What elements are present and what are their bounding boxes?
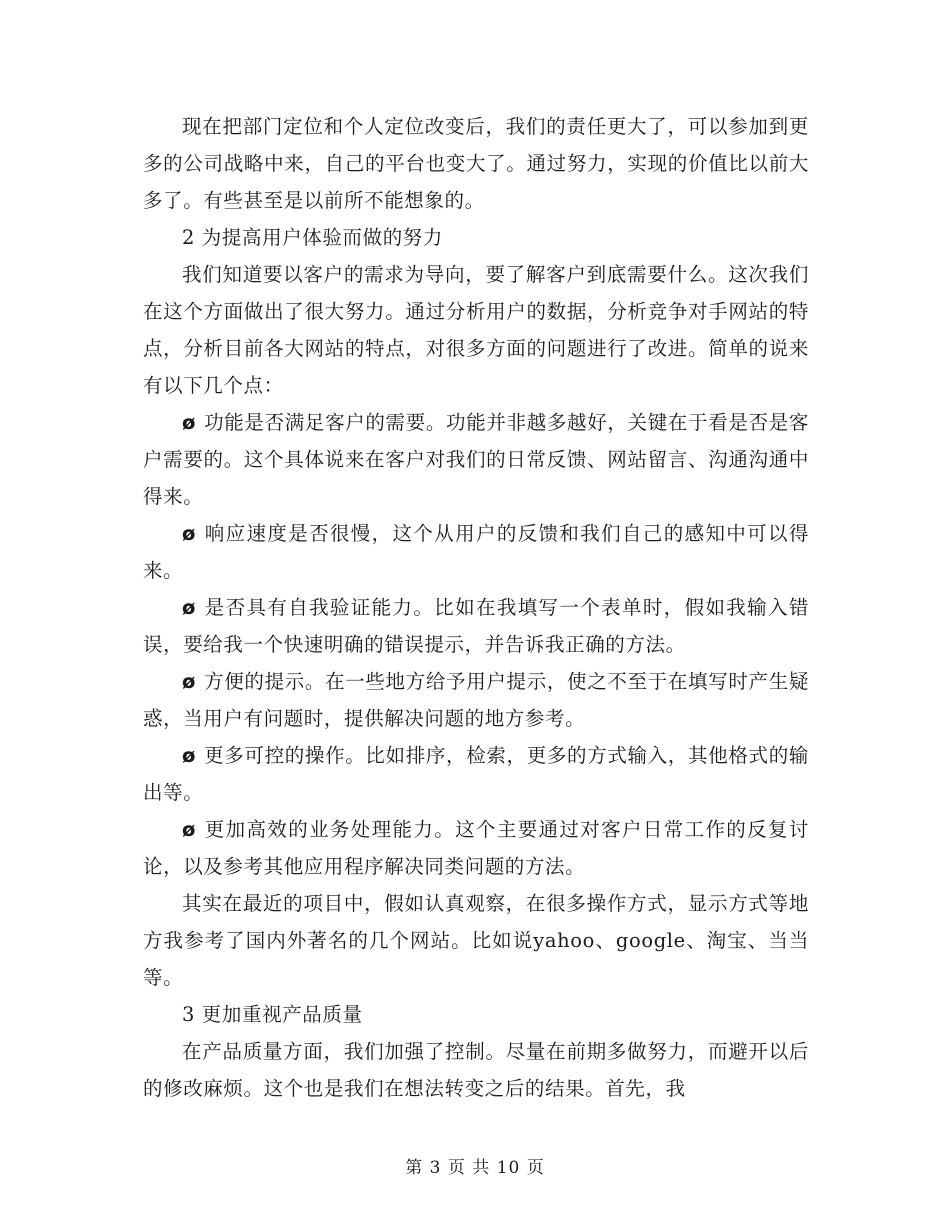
paragraph-user-needs: 我们知道要以客户的需求为导向，要了解客户到底需要什么。这次我们在这个方面做出了很大努力。通过分析用户的数据，分析竞争对手网站的特点，分析目前各大网站的特点，对很多方面的问题进行了改进。简单的说来有以下几个点：: [143, 263, 809, 397]
document-page: [143, 108, 809, 1107]
bullet-icon: ø: [182, 670, 196, 693]
bullet-item-self-validation: [143, 589, 809, 663]
section-heading-user-experience: 2 为提高用户体验而做的努力: [182, 226, 444, 249]
bullet-item-efficiency: [143, 811, 809, 885]
paragraph-role-change: 现在把部门定位和个人定位改变后，我们的责任更大了，可以参加到更多的公司战略中来，自己的平台也变大了。通过努力，实现的价值比以前大多了。有些甚至是以前所不能想象的。: [143, 115, 809, 212]
paragraph-reference-sites: 其实在最近的项目中，假如认真观察，在很多操作方式，显示方式等地方我参考了国内外著名的几个网站。比如说yahoo、google、淘宝、当当等。: [143, 892, 809, 989]
bullet-text: 是否具有自我验证能力。比如在我填写一个表单时，假如我输入错误，要给我一个快速明确的错误提示，并告诉我正确的方法。: [143, 596, 809, 656]
bullet-text: 更加高效的业务处理能力。这个主要通过对客户日常工作的反复讨论，以及参考其他应用程序解决同类问题的方法。: [143, 818, 809, 878]
page-number-footer: 第 3 页 共 10 页: [405, 1158, 545, 1178]
bullet-text: 方便的提示。在一些地方给予用户提示，使之不至于在填写时产生疑惑，当用户有问题时，提供解决问题的地方参考。: [143, 670, 809, 730]
paragraph-quality-control: 在产品质量方面，我们加强了控制。尽量在前期多做努力，而避开以后的修改麻烦。这个也是我们在想法转变之后的结果。首先，我: [143, 1040, 809, 1100]
bullet-text: 功能是否满足客户的需要。功能并非越多越好，关键在于看是否是客户需要的。这个具体说来在客户对我们的日常反馈、网站留言、沟通沟通中得来。: [143, 411, 809, 508]
section-heading-product-quality: 3 更加重视产品质量: [182, 1003, 363, 1026]
bullet-item-hints: [143, 663, 809, 737]
bullet-text: 更多可控的操作。比如排序，检索，更多的方式输入，其他格式的输出等。: [143, 744, 809, 804]
bullet-icon: ø: [182, 596, 196, 619]
bullet-icon: ø: [182, 818, 196, 841]
bullet-item-response-speed: [143, 515, 809, 589]
bullet-text: 响应速度是否很慢，这个从用户的反馈和我们自己的感知中可以得来。: [143, 522, 809, 582]
bullet-icon: ø: [182, 411, 196, 434]
bullet-icon: ø: [182, 522, 196, 545]
bullet-icon: ø: [182, 744, 196, 767]
bullet-item-functionality: [143, 404, 809, 515]
bullet-item-controllable-operations: [143, 737, 809, 811]
